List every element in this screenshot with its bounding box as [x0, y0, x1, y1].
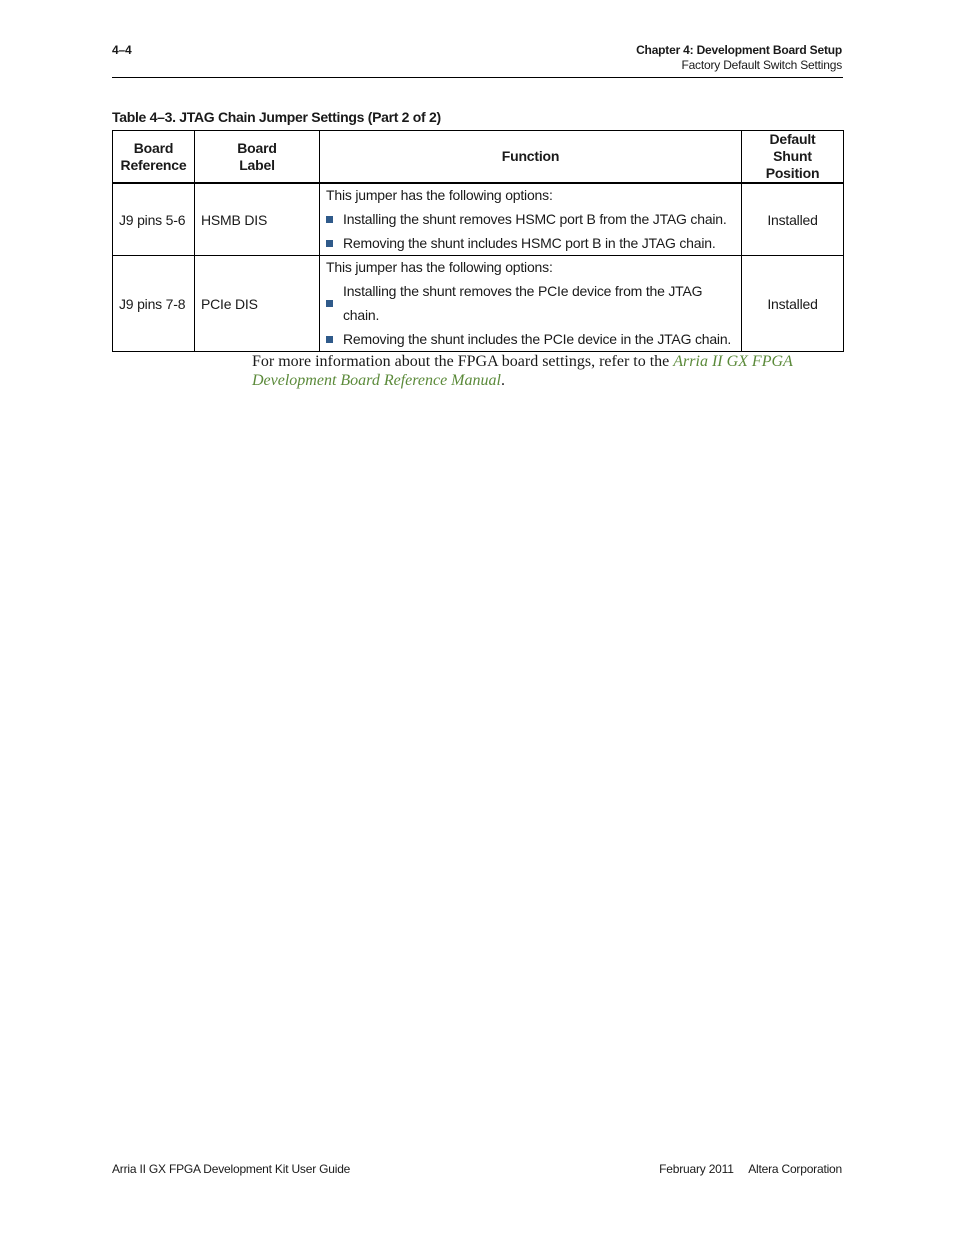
- function-bullet-item: [326, 327, 735, 351]
- function-bullet-item: [326, 207, 735, 231]
- cell-function: [320, 183, 742, 256]
- header-divider: [112, 77, 843, 78]
- column-header-text: Reference: [120, 156, 187, 173]
- jtag-jumper-table: [112, 130, 844, 352]
- square-bullet-icon: [326, 336, 333, 343]
- table-header-row: [113, 131, 844, 184]
- square-bullet-icon: [326, 300, 333, 307]
- body-text-end: .: [500, 372, 505, 389]
- running-footer: [659, 1162, 842, 1176]
- column-header-default-shunt-position: [742, 131, 844, 184]
- reference-manual-link[interactable]: Arria II GX FPGA Development Board Reference Manual: [252, 353, 793, 389]
- footer-company: Altera Corporation: [748, 1162, 842, 1176]
- body-paragraph: [252, 352, 852, 390]
- cell-board-label: HSMB DIS: [195, 183, 320, 256]
- column-header-text: Shunt Position: [765, 148, 820, 181]
- column-header-board-reference: [113, 131, 195, 184]
- function-bullet-item: [326, 231, 735, 255]
- column-header-board-label: [195, 131, 320, 184]
- cell-board-reference: J9 pins 5-6: [113, 183, 195, 256]
- function-bullet-text: Installing the shunt removes the PCIe device from the JTAG chain.: [343, 283, 703, 323]
- footer-date: February 2011: [659, 1162, 734, 1176]
- table-row: [113, 256, 844, 352]
- header-section-title: Factory Default Switch Settings: [681, 58, 842, 72]
- cell-board-reference: J9 pins 7-8: [113, 256, 195, 352]
- table-row: [113, 183, 844, 256]
- cell-board-label: PCIe DIS: [195, 256, 320, 352]
- body-text: For more information about the FPGA board settings, refer to the: [252, 353, 674, 370]
- cell-function: [320, 256, 742, 352]
- function-bullet-item: [326, 279, 735, 327]
- running-header: [636, 43, 842, 73]
- cell-default-shunt-position: Installed: [742, 256, 844, 352]
- header-chapter-title: Chapter 4: Development Board Setup: [636, 43, 842, 57]
- square-bullet-icon: [326, 216, 333, 223]
- column-header-text: Default: [769, 131, 816, 147]
- function-bullet-text: Installing the shunt removes HSMC port B from the JTAG chain.: [343, 211, 727, 227]
- function-intro-text: This jumper has the following options:: [326, 187, 553, 203]
- function-intro-text: This jumper has the following options:: [326, 259, 553, 275]
- column-header-text: Label: [239, 156, 275, 173]
- column-header-function: [320, 131, 742, 184]
- page-number: 4–4: [112, 43, 132, 57]
- cell-default-shunt-position: Installed: [742, 183, 844, 256]
- footer-document-title: Arria II GX FPGA Development Kit User Guide: [112, 1162, 351, 1176]
- column-header-text: Function: [501, 148, 560, 164]
- function-bullet-text: Removing the shunt includes the PCIe device in the JTAG chain.: [343, 331, 732, 347]
- column-header-text: Board: [237, 139, 277, 156]
- function-bullet-text: Removing the shunt includes HSMC port B in the JTAG chain.: [343, 235, 716, 251]
- column-header-text: Board: [133, 139, 174, 156]
- table-caption: Table 4–3. JTAG Chain Jumper Settings (Part 2 of 2): [112, 109, 441, 125]
- square-bullet-icon: [326, 240, 333, 247]
